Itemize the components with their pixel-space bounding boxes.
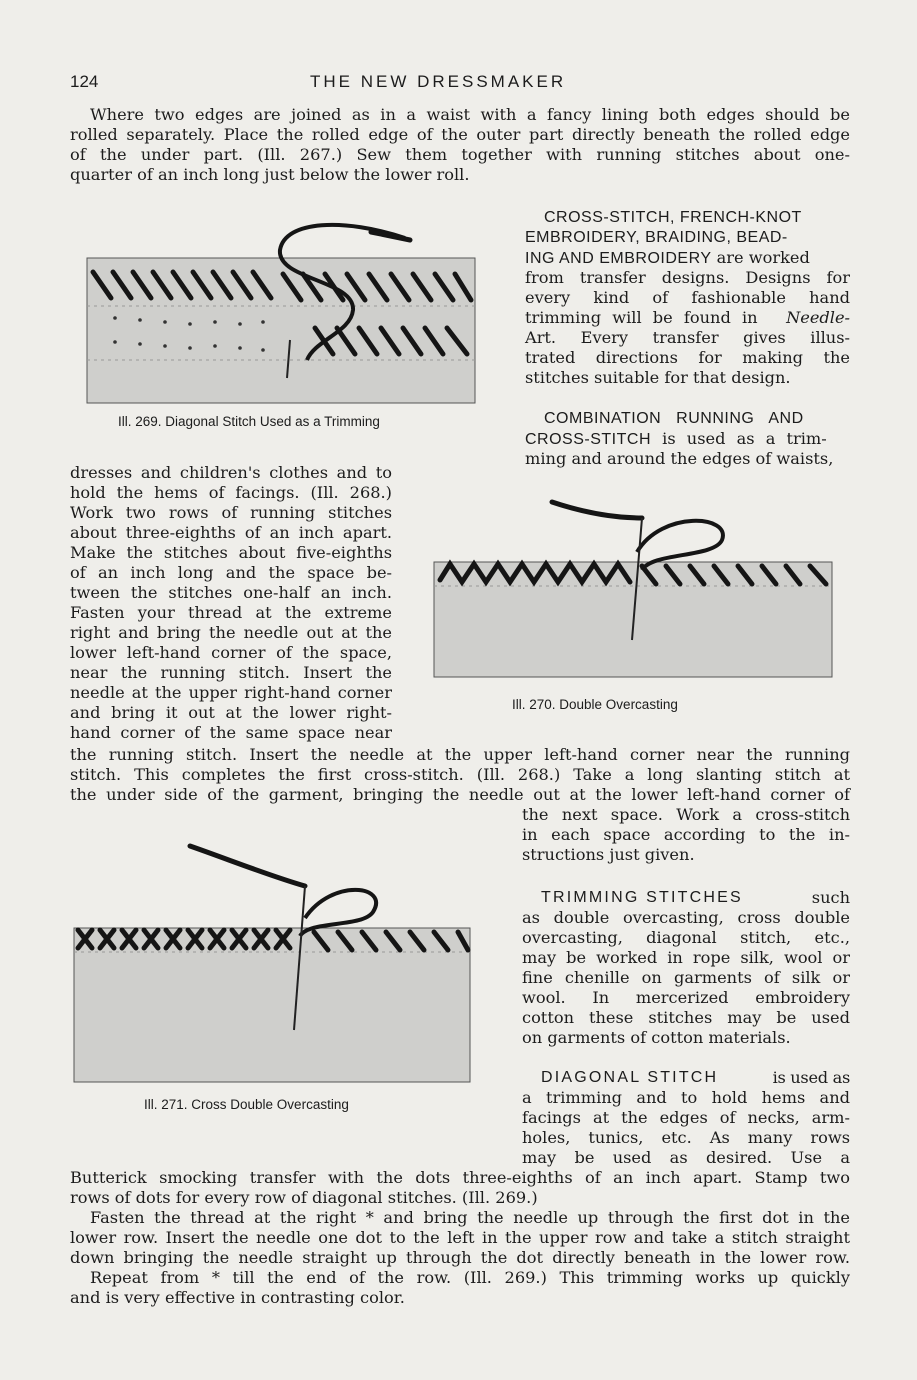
body-text: trimming will be found in xyxy=(525,308,758,327)
diagonal-heading-tail: is used as xyxy=(772,1068,850,1087)
body-line: stitches suitable for that design. xyxy=(525,368,791,387)
trimming-line: overcasting, diagonal stitch, etc., xyxy=(522,928,850,947)
diagonal-line: may be used as desired. Use a xyxy=(522,1148,850,1167)
left-line: hold the hems of facings. (Ill. 268.) xyxy=(70,483,392,502)
running-title: THE NEW DRESSMAKER xyxy=(310,72,567,91)
left-line: lower left-hand corner of the space, xyxy=(70,643,392,662)
left-line: right and bring the needle out at the xyxy=(70,623,392,642)
left-line: needle at the upper right-hand corner xyxy=(70,683,392,702)
cross-stitch-heading: EMBROIDERY, BRAIDING, BEAD- xyxy=(525,229,788,246)
left-line: tween the stitches one-half an inch. xyxy=(70,583,392,602)
closing-line: lower row. Insert the needle one dot to the left in the upper row and take a stitch straight xyxy=(70,1228,850,1247)
full-line: stitch. This completes the first cross-stitch. (Ill. 268.) Take a long slanting stitch at xyxy=(70,765,850,784)
closing-line: down bringing the needle straight up through the dot directly beneath in the lower row. xyxy=(70,1248,850,1267)
heading-tail: are worked xyxy=(711,248,810,267)
combination-line xyxy=(525,429,827,450)
italic-word: Needle- xyxy=(786,308,850,327)
diagonal-line: a trimming and to hold hems and xyxy=(522,1088,850,1107)
body-line: Art. Every transfer gives illus- xyxy=(525,328,850,347)
illustration-270-double-overcasting xyxy=(432,490,837,685)
closing-line: and is very effective in contrasting color. xyxy=(70,1288,405,1307)
trimming-line: may be worked in rope silk, wool or xyxy=(522,948,850,967)
closing-line: rows of dots for every row of diagonal stitches. (Ill. 269.) xyxy=(70,1188,538,1207)
left-line: Make the stitches about five-eighths xyxy=(70,543,392,562)
intro-line: Where two edges are joined as in a waist with a fancy lining both edges should be xyxy=(90,105,850,124)
diagonal-heading-line xyxy=(541,1068,850,1088)
trimming-line: cotton these stitches may be used xyxy=(522,1008,850,1027)
combination-heading: CROSS-STITCH xyxy=(525,431,651,448)
diagonal-heading: DIAGONAL STITCH xyxy=(541,1069,719,1086)
closing-line: Butterick smocking transfer with the dots three-eighths of an inch apart. Stamp two xyxy=(70,1168,850,1187)
trimming-line: as double overcasting, cross double xyxy=(522,908,850,927)
intro-line: rolled separately. Place the rolled edge of the outer part directly beneath the rolled edge xyxy=(70,125,850,144)
intro-line: of the under part. (Ill. 267.) Sew them together with running stitches about one- xyxy=(70,145,850,164)
combination-line: ming and around the edges of waists, xyxy=(525,449,834,468)
left-line: Work two rows of running stitches xyxy=(70,503,392,522)
cross-stitch-heading: CROSS-STITCH, FRENCH-KNOT xyxy=(544,209,802,226)
illustration-271-cross-double-overcasting xyxy=(70,840,475,1088)
right-line: in each space according to the in- xyxy=(522,825,850,844)
closing-line: Fasten the thread at the right * and bring the needle up through the first dot in the xyxy=(90,1208,850,1227)
left-line: and bring it out at the lower right- xyxy=(70,703,392,722)
trimming-heading-line xyxy=(541,888,850,908)
left-line: near the running stitch. Insert the xyxy=(70,663,392,682)
trimming-heading: TRIMMING STITCHES xyxy=(541,889,743,906)
cross-stitch-heading: ING AND EMBROIDERY xyxy=(525,250,712,267)
body-line: trated directions for making the xyxy=(525,348,850,367)
full-line: the running stitch. Insert the needle at the upper left-hand corner near the running xyxy=(70,745,850,764)
trimming-line: on garments of cotton materials. xyxy=(522,1028,791,1047)
diagonal-line: holes, tunics, etc. As many rows xyxy=(522,1128,850,1147)
body-line xyxy=(525,308,850,328)
intro-line: quarter of an inch long just below the lower roll. xyxy=(70,165,470,184)
left-line: about three-eighths of an inch apart. xyxy=(70,523,392,542)
cross-stitch-heading-line3 xyxy=(525,248,810,269)
left-line: Fasten your thread at the extreme xyxy=(70,603,392,622)
trimming-heading-tail: such xyxy=(811,888,850,907)
caption-ill270: Ill. 270. Double Overcasting xyxy=(512,697,678,712)
left-line: dresses and children's clothes and to xyxy=(70,463,392,482)
left-line: of an inch long and the space be- xyxy=(70,563,392,582)
caption-ill269: Ill. 269. Diagonal Stitch Used as a Trimming xyxy=(118,414,380,429)
trimming-line: fine chenille on garments of silk or xyxy=(522,968,850,987)
full-line: the under side of the garment, bringing the needle out at the lower left-hand corner of xyxy=(70,785,850,804)
combination-heading: COMBINATION RUNNING AND xyxy=(544,410,804,427)
page-number: 124 xyxy=(70,72,99,91)
combination-tail: is used as a trim- xyxy=(651,429,827,448)
caption-ill271: Ill. 271. Cross Double Overcasting xyxy=(144,1097,349,1112)
left-line: hand corner of the same space near xyxy=(70,723,392,742)
body-line: every kind of fashionable hand xyxy=(525,288,850,307)
trimming-line: wool. In mercerized embroidery xyxy=(522,988,850,1007)
body-line: from transfer designs. Designs for xyxy=(525,268,850,287)
illustration-269-diagonal-stitch xyxy=(85,210,480,410)
right-line: the next space. Work a cross-stitch xyxy=(522,805,850,824)
diagonal-line: facings at the edges of necks, arm- xyxy=(522,1108,850,1127)
closing-line: Repeat from * till the end of the row. (Ill. 269.) This trimming works up quickly xyxy=(90,1268,850,1287)
right-line: structions just given. xyxy=(522,845,695,864)
